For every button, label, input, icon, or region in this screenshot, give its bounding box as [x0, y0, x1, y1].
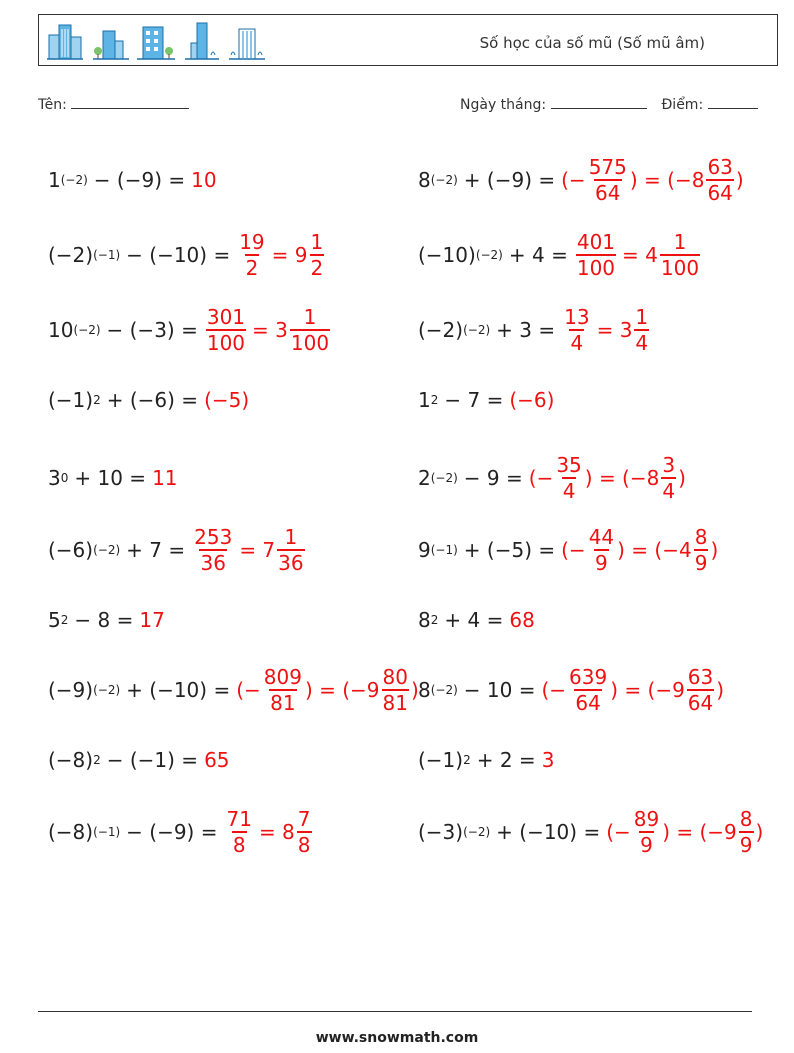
problem-operation: − (−9) =: [93, 168, 186, 192]
fraction-denominator: 4: [570, 331, 584, 355]
problem-operation: + 2 =: [476, 748, 536, 772]
problem-exponent: (−2): [93, 683, 121, 697]
fraction-numerator: 639: [569, 665, 608, 689]
answer: [152, 466, 177, 490]
problem-base: 8: [418, 678, 431, 702]
answer: [139, 608, 164, 632]
problem-5: [48, 300, 332, 360]
fraction-denominator: 9: [694, 551, 708, 575]
answer-text: ): [755, 820, 764, 844]
fraction-denominator: 4: [635, 331, 649, 355]
problem-base: (−8): [48, 748, 94, 772]
answer-text: (−: [236, 678, 261, 702]
problem-base: (−6): [48, 538, 94, 562]
fraction-denominator: 8: [297, 833, 311, 857]
problem-base: 1: [48, 168, 61, 192]
date-score-fields: [460, 96, 758, 113]
answer-fraction: [687, 666, 714, 714]
problem-exponent: (−1): [93, 825, 121, 839]
problem-base: 8: [418, 168, 431, 192]
answer-text: = 3: [252, 318, 288, 342]
fraction-denominator: 2: [245, 256, 259, 280]
name-blank[interactable]: [71, 96, 189, 109]
problem-exponent: (−2): [93, 543, 121, 557]
problem-exponent: 2: [430, 393, 439, 407]
fraction-numerator: 1: [673, 230, 687, 254]
problem-base: (−8): [48, 820, 94, 844]
fraction-denominator: 64: [707, 181, 733, 205]
answer-text: 65: [204, 748, 230, 772]
footer-rule: [38, 1011, 752, 1012]
fraction-numerator: 1: [635, 305, 649, 329]
date-label: Ngày tháng:: [460, 97, 547, 113]
fraction-denominator: 8: [232, 833, 246, 857]
fraction-numerator: 1: [303, 305, 317, 329]
problem-1: [48, 150, 217, 210]
answer: [509, 608, 534, 632]
problem-2: [418, 150, 744, 210]
answer-text: (−: [528, 466, 554, 490]
answer-text: = 9: [271, 243, 308, 267]
answer-text: ) = (−9: [662, 820, 737, 844]
problem-17: [48, 730, 230, 790]
problem-exponent: (−2): [430, 471, 458, 485]
answer: [561, 156, 744, 204]
name-field[interactable]: [38, 96, 189, 113]
problem-base: (−2): [418, 318, 464, 342]
problem-exponent: (−2): [463, 825, 491, 839]
problem-operation: − (−10) =: [126, 243, 231, 267]
problem-exponent: (−2): [475, 248, 503, 262]
answer: [223, 808, 313, 856]
problem-operation: + 4 =: [508, 243, 568, 267]
problem-base: 8: [418, 608, 431, 632]
problem-exponent: (−2): [430, 173, 458, 187]
fraction-numerator: 8: [739, 807, 753, 831]
problem-16: [418, 660, 724, 720]
problem-base: 2: [418, 466, 431, 490]
answer: [236, 666, 419, 714]
problem-12: [418, 520, 718, 580]
problem-operation: − (−3) =: [106, 318, 198, 342]
fraction-denominator: 9: [640, 833, 653, 857]
problem-operation: − 7 =: [444, 388, 504, 412]
answer-text: (−: [606, 820, 631, 844]
answer-fraction: [263, 666, 303, 714]
apartment-tree-icon: [137, 21, 175, 61]
problem-operation: + 3 =: [496, 318, 556, 342]
fraction-denominator: 36: [200, 551, 226, 575]
answer-fraction: [193, 526, 233, 574]
problem-base: 1: [418, 388, 431, 412]
fraction-denominator: 100: [576, 256, 616, 280]
fraction-denominator: 100: [290, 331, 330, 355]
answer-fraction: [297, 808, 312, 856]
problem-15: [48, 660, 419, 720]
answer: [509, 388, 554, 412]
answer-fraction: [277, 526, 304, 574]
answer: [541, 666, 724, 714]
fraction-denominator: 2: [310, 256, 324, 280]
problem-18: [418, 730, 554, 790]
problem-operation: + (−9) =: [463, 168, 556, 192]
answer: [561, 306, 651, 354]
answer-fraction: [661, 454, 676, 502]
problem-4: [418, 225, 702, 285]
score-label: Điểm:: [661, 97, 704, 113]
problem-exponent: (−2): [73, 323, 101, 337]
building-tree-icon: [93, 21, 129, 61]
fraction-numerator: 19: [239, 230, 265, 254]
fraction-denominator: 36: [278, 551, 304, 575]
answer-fraction: [568, 666, 608, 714]
fraction-denominator: 100: [206, 331, 246, 355]
fraction-numerator: 89: [633, 807, 660, 831]
problem-base: 5: [48, 608, 61, 632]
problem-operation: − 9 =: [463, 466, 523, 490]
problem-operation: − 8 =: [74, 608, 134, 632]
answer-text: ) = (−9: [304, 678, 380, 702]
building-icon: [47, 21, 83, 61]
problem-operation: + (−5) =: [463, 538, 556, 562]
problem-base: (−2): [48, 243, 94, 267]
answer-text: 17: [139, 608, 165, 632]
answer-fraction: [206, 306, 246, 354]
worksheet-title: Số học của số mũ (Số mũ âm): [479, 34, 705, 52]
answer-fraction: [290, 306, 330, 354]
tower-icon: [185, 21, 219, 61]
answer-fraction: [310, 231, 325, 279]
fraction-numerator: 80: [382, 665, 408, 689]
fraction-denominator: 64: [575, 691, 601, 715]
problem-exponent: 0: [60, 471, 69, 485]
problem-exponent: 2: [93, 393, 101, 407]
answer-text: = 3: [596, 318, 633, 342]
answer-text: 68: [509, 608, 535, 632]
answer-text: = 4: [622, 243, 658, 267]
answer-fraction: [588, 156, 628, 204]
fraction-numerator: 253: [194, 525, 233, 549]
problem-operation: + (−6) =: [106, 388, 199, 412]
answer: [236, 231, 326, 279]
answer-text: ) = (−8: [584, 466, 660, 490]
problem-base: (−10): [418, 243, 476, 267]
problem-exponent: (−2): [463, 323, 491, 337]
problem-19: [48, 802, 314, 862]
fraction-numerator: 401: [576, 230, 616, 254]
answer-fraction: [633, 808, 660, 856]
problem-10: [418, 448, 686, 508]
fraction-numerator: 1: [310, 230, 324, 254]
answer-fraction: [238, 231, 265, 279]
answer: [204, 748, 229, 772]
answer-fraction: [706, 156, 733, 204]
footer-url[interactable]: www.snowmath.com: [315, 1030, 479, 1046]
answer-text: (−5): [204, 388, 250, 412]
problem-base: (−1): [418, 748, 464, 772]
problem-operation: + 7 =: [126, 538, 186, 562]
problem-11: [48, 520, 307, 580]
problem-6: [418, 300, 651, 360]
answer: [191, 168, 216, 192]
problem-base: (−3): [418, 820, 464, 844]
answer-fraction: [694, 526, 709, 574]
problem-exponent: 2: [463, 753, 471, 767]
answer-text: (−: [561, 168, 586, 192]
fraction-numerator: 575: [588, 155, 627, 179]
problem-exponent: (−1): [93, 248, 121, 262]
answer-fraction: [576, 231, 616, 279]
answer-text: ) = (−8: [629, 168, 705, 192]
answer-text: 11: [152, 466, 178, 490]
fraction-denominator: 4: [662, 479, 676, 503]
answer-text: = 7: [239, 538, 276, 562]
fraction-denominator: 9: [739, 833, 753, 857]
worksheet-header: [38, 14, 778, 66]
problem-base: 3: [48, 466, 61, 490]
answer-text: ): [716, 678, 725, 702]
fraction-denominator: 81: [270, 691, 296, 715]
problem-operation: − 10 =: [463, 678, 536, 702]
fraction-numerator: 301: [206, 305, 246, 329]
fraction-numerator: 63: [687, 665, 714, 689]
fraction-numerator: 3: [662, 453, 676, 477]
fraction-numerator: 44: [588, 525, 615, 549]
problem-13: [48, 590, 165, 650]
answer-text: = 8: [258, 820, 295, 844]
answer-fraction: [563, 306, 590, 354]
problem-9: [48, 448, 178, 508]
answer-text: ): [735, 168, 744, 192]
problem-14: [418, 590, 535, 650]
fraction-denominator: 4: [562, 479, 576, 503]
problem-base: (−9): [48, 678, 94, 702]
answer-text: ) = (−9: [610, 678, 685, 702]
fraction-numerator: 1: [284, 525, 298, 549]
problem-exponent: (−1): [430, 543, 458, 557]
answer-fraction: [660, 231, 700, 279]
answer-text: ): [710, 538, 719, 562]
answer: [574, 231, 702, 279]
answer: [204, 388, 249, 412]
answer-text: (−: [561, 538, 586, 562]
answer: [191, 526, 306, 574]
fraction-denominator: 64: [595, 181, 621, 205]
answer: [606, 808, 763, 856]
answer-text: (−6): [509, 388, 555, 412]
answer-fraction: [555, 454, 582, 502]
problem-exponent: 2: [93, 753, 101, 767]
answer: [204, 306, 332, 354]
score-blank[interactable]: [708, 96, 758, 109]
problem-3: [48, 225, 326, 285]
fraction-denominator: 64: [687, 691, 714, 715]
name-label: Tên:: [38, 97, 67, 113]
problem-operation: + 4 =: [444, 608, 504, 632]
answer-fraction: [382, 666, 409, 714]
answer: [561, 526, 718, 574]
answer-text: ): [410, 678, 419, 702]
answer-fraction: [634, 306, 649, 354]
problem-7: [48, 370, 249, 430]
problem-8: [418, 370, 554, 430]
answer-fraction: [739, 808, 754, 856]
skyscraper-icon: [229, 21, 265, 61]
problem-operation: − (−1) =: [106, 748, 199, 772]
problem-exponent: (−2): [430, 683, 458, 697]
problem-base: 10: [48, 318, 74, 342]
problem-operation: − (−9) =: [126, 820, 218, 844]
problem-base: 9: [418, 538, 431, 562]
answer-text: (−: [541, 678, 567, 702]
problem-20: [418, 802, 763, 862]
answer-text: ): [678, 466, 686, 490]
answer-text: 10: [191, 168, 217, 192]
fraction-numerator: 71: [226, 807, 252, 831]
fraction-numerator: 7: [297, 807, 311, 831]
fraction-numerator: 63: [707, 155, 733, 179]
fraction-denominator: 9: [595, 551, 608, 575]
answer-fraction: [588, 526, 615, 574]
answer-fraction: [225, 808, 252, 856]
fraction-numerator: 13: [564, 305, 590, 329]
fraction-numerator: 35: [556, 453, 582, 477]
fraction-denominator: 81: [382, 691, 408, 715]
problem-exponent: (−2): [60, 173, 88, 187]
fraction-denominator: 100: [660, 256, 700, 280]
problem-exponent: 2: [430, 613, 439, 627]
answer: [542, 748, 555, 772]
fraction-numerator: 809: [263, 665, 302, 689]
answer: [529, 454, 686, 502]
answer-text: 3: [541, 748, 555, 772]
problem-operation: + (−10) =: [126, 678, 231, 702]
problem-exponent: 2: [60, 613, 69, 627]
answer-text: ) = (−4: [617, 538, 692, 562]
problem-base: (−1): [48, 388, 94, 412]
fraction-numerator: 8: [694, 525, 708, 549]
date-blank[interactable]: [551, 96, 647, 109]
problem-operation: + (−10) =: [496, 820, 601, 844]
problem-operation: + 10 =: [74, 466, 147, 490]
